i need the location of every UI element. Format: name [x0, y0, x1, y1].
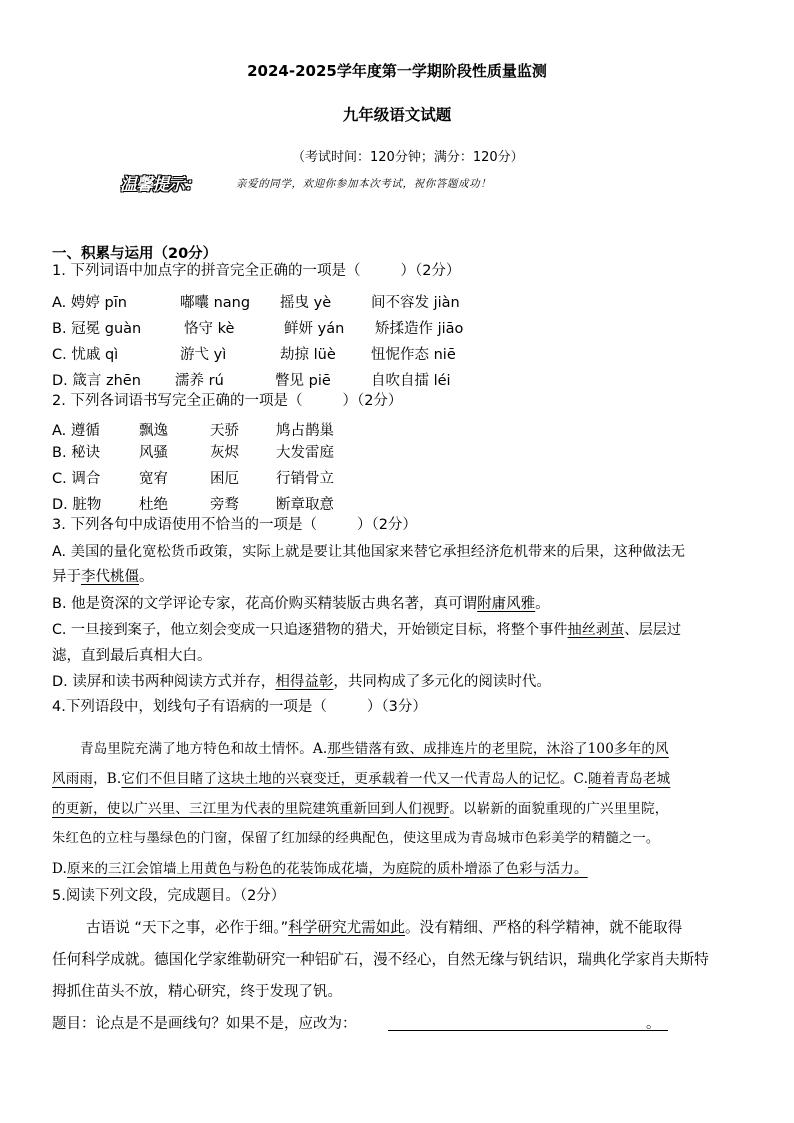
question-5-paragraph-line1 [86, 921, 682, 936]
option-cell: 飘逸 [139, 423, 168, 439]
question-5-stem: 5.阅读下列文段，完成题目。（2分） [52, 888, 286, 904]
passage-line-5 [52, 857, 588, 877]
option-cell: 嘟囔 nang [180, 295, 251, 311]
question-5-prompt: 题目：论点是不是画线句？如果不是，应改为： [52, 1016, 357, 1032]
option-cell: 鸠占鹊巢 [276, 423, 334, 439]
option-cell: 风骚 [139, 445, 168, 461]
question-3-option-d [52, 675, 551, 690]
underlined-idiom: 相得益彰 [275, 674, 334, 690]
option-cell: 忸怩作态 niē [371, 347, 456, 363]
text-fragment: 青岛里院充满了地方特色和故土情怀。A. [80, 741, 328, 757]
text-fragment: 。以崭新的面貌重现的广兴里里院， [449, 801, 669, 817]
option-cell: 自吹自擂 léi [371, 373, 451, 389]
option-cell: 矫揉造作 jiāo [375, 321, 464, 337]
exam-title: 2024-2025学年度第一学期阶段性质量监测 [247, 62, 547, 80]
text-fragment: D. 读屏和读书两种阅读方式并存， [52, 674, 276, 690]
underlined-sentence-a: 风雨雨 [52, 771, 94, 787]
option-cell: C. 调合 [52, 471, 101, 487]
question-5-paragraph-line2: 任何科学成就。德国化学家维勒研究一种铝矿石，漫不经心，自然无缘与钒结识，瑞典化学家肖夫斯特 [52, 951, 709, 968]
text-fragment: 。 [535, 596, 550, 612]
option-cell: 行销骨立 [276, 471, 334, 487]
option-cell: 恪守 kè [184, 321, 235, 337]
question-1-stem [52, 264, 460, 279]
question-4-stem [52, 700, 427, 715]
section-heading: 一、积累与运用（20分） [52, 246, 218, 262]
question-3-option-c-line1 [52, 623, 681, 637]
question-1-stem-b: ）（2分） [400, 263, 461, 279]
option-cell: 杜绝 [139, 497, 168, 513]
question-3-stem-b: ）（2分） [356, 517, 417, 533]
answer-fill-line[interactable] [388, 1030, 668, 1031]
question-3-option-a-line2 [52, 570, 154, 585]
question-2-stem-b: ）（2分） [342, 393, 403, 409]
question-3-stem-a: 3. 下列各句中成语使用不恰当的一项是（ [52, 517, 317, 533]
question-3-option-c-line2: 滤，直到最后真相大白。 [52, 648, 212, 664]
option-cell: 灰烬 [210, 445, 239, 461]
underlined-idiom: 抽丝剥茧 [567, 622, 625, 638]
option-cell: D. 箴言 zhēn [52, 373, 141, 389]
text-fragment: B. 他是资深的文学评论专家，花高价购买精装版古典名著，真可谓 [52, 596, 478, 612]
text-fragment: 、层层过 [624, 622, 682, 638]
tip-badge: 温馨提示： [120, 175, 200, 195]
question-4-stem-b: ）（3分） [366, 699, 427, 715]
question-3-option-a-line1: A. 美国的量化宽松货币政策，实际上就是要让其他国家来替它承担经济危机带来的后果，这种做法无 [52, 544, 686, 560]
question-2-stem-a: 2. 下列各词语书写完全正确的一项是（ [52, 393, 303, 409]
underlined-sentence-c: 的更新，使以广兴里、三江里为代表的里院建筑重新回到人们视野 [52, 801, 450, 817]
option-cell: 大发雷庭 [276, 445, 334, 461]
option-cell: 困厄 [210, 471, 239, 487]
question-3-option-b [52, 597, 550, 612]
question-1-stem-a: 1. 下列词语中加点字的拼音完全正确的一项是（ [52, 263, 361, 279]
text-fragment: D. [52, 861, 68, 877]
text-fragment: C. 一旦接到案子，他立刻会变成一只追逐猎物的猎犬，开始锁定目标，将整个事件 [52, 622, 568, 638]
exam-subtitle: 九年级语文试题 [342, 106, 452, 124]
option-cell: 摇曳 yè [280, 295, 332, 311]
option-cell: 宽宥 [139, 471, 168, 487]
option-cell: D. 脏物 [52, 497, 102, 513]
option-cell: B. 秘诀 [52, 445, 101, 461]
question-3-stem [52, 518, 417, 533]
option-cell: A. 娉婷 pīn [52, 295, 127, 311]
option-cell: 断章取意 [276, 497, 334, 513]
text-fragment: 。 [139, 569, 154, 585]
option-cell: 间不容发 jiàn [371, 295, 460, 311]
option-cell: C. 忧戚 qì [52, 347, 119, 363]
answer-period: 。 [646, 1016, 661, 1032]
tip-text: 亲爱的同学，欢迎你参加本次考试，祝你答题成功！ [236, 178, 492, 190]
option-cell: 天骄 [210, 423, 239, 439]
question-2-stem [52, 394, 402, 409]
underlined-thesis: 科学研究尤需如此 [288, 919, 405, 936]
text-fragment: 古语说 “天下之事，必作于细。” [86, 919, 289, 936]
option-cell: 劫掠 lüè [280, 347, 336, 363]
underlined-sentence-c: 随着青岛老城 [588, 771, 671, 787]
underlined-sentence-d: 原来的三江会馆墙上用黄色与粉色的花装饰成花墙，为庭院的质朴增添了色彩与活力。 [67, 861, 588, 877]
question-4-stem-a: 4.下列语段中，划线句子有语病的一项是（ [52, 699, 327, 715]
underlined-sentence-a: 那些错落有致、成排连片的老里院，沐浴了100多年的风 [327, 741, 669, 757]
text-fragment: ，B. [93, 771, 122, 787]
text-fragment: 。C. [559, 771, 589, 787]
passage-line-1 [80, 737, 669, 757]
option-cell: 瞥见 piē [275, 373, 331, 389]
text-fragment: ，共同构成了多元化的阅读时代。 [333, 674, 551, 690]
question-5-paragraph-line3: 拇抓住苗头不放，精心研究，终于发现了钒。 [52, 984, 342, 1000]
text-fragment: 。没有精细、严格的科学精神，就不能取得 [404, 919, 683, 936]
underlined-idiom: 李代桃僵 [81, 569, 139, 585]
option-cell: 旁骛 [210, 497, 239, 513]
passage-line-2 [52, 767, 670, 787]
option-cell: 游弋 yì [180, 347, 227, 363]
passage-line-3 [52, 797, 669, 817]
underlined-idiom: 附庸风雅 [477, 596, 536, 612]
text-fragment: 异于 [52, 569, 81, 585]
option-cell: 濡养 rú [175, 373, 224, 389]
option-cell: 鲜妍 yán [284, 321, 345, 337]
exam-info: （考试时间：120分钟；满分：120分） [292, 150, 524, 165]
option-cell: B. 冠冕 guàn [52, 321, 142, 337]
option-cell: A. 遵循 [52, 423, 100, 439]
underlined-sentence-b: 它们不但目睹了这块土地的兴衰变迁，更承载着一代又一代青岛人的记忆 [121, 771, 560, 787]
passage-line-4: 朱红色的立柱与墨绿色的门窗，保留了红加绿的经典配色，使这里成为青岛城市色彩美学的精髓之一。 [52, 831, 660, 846]
